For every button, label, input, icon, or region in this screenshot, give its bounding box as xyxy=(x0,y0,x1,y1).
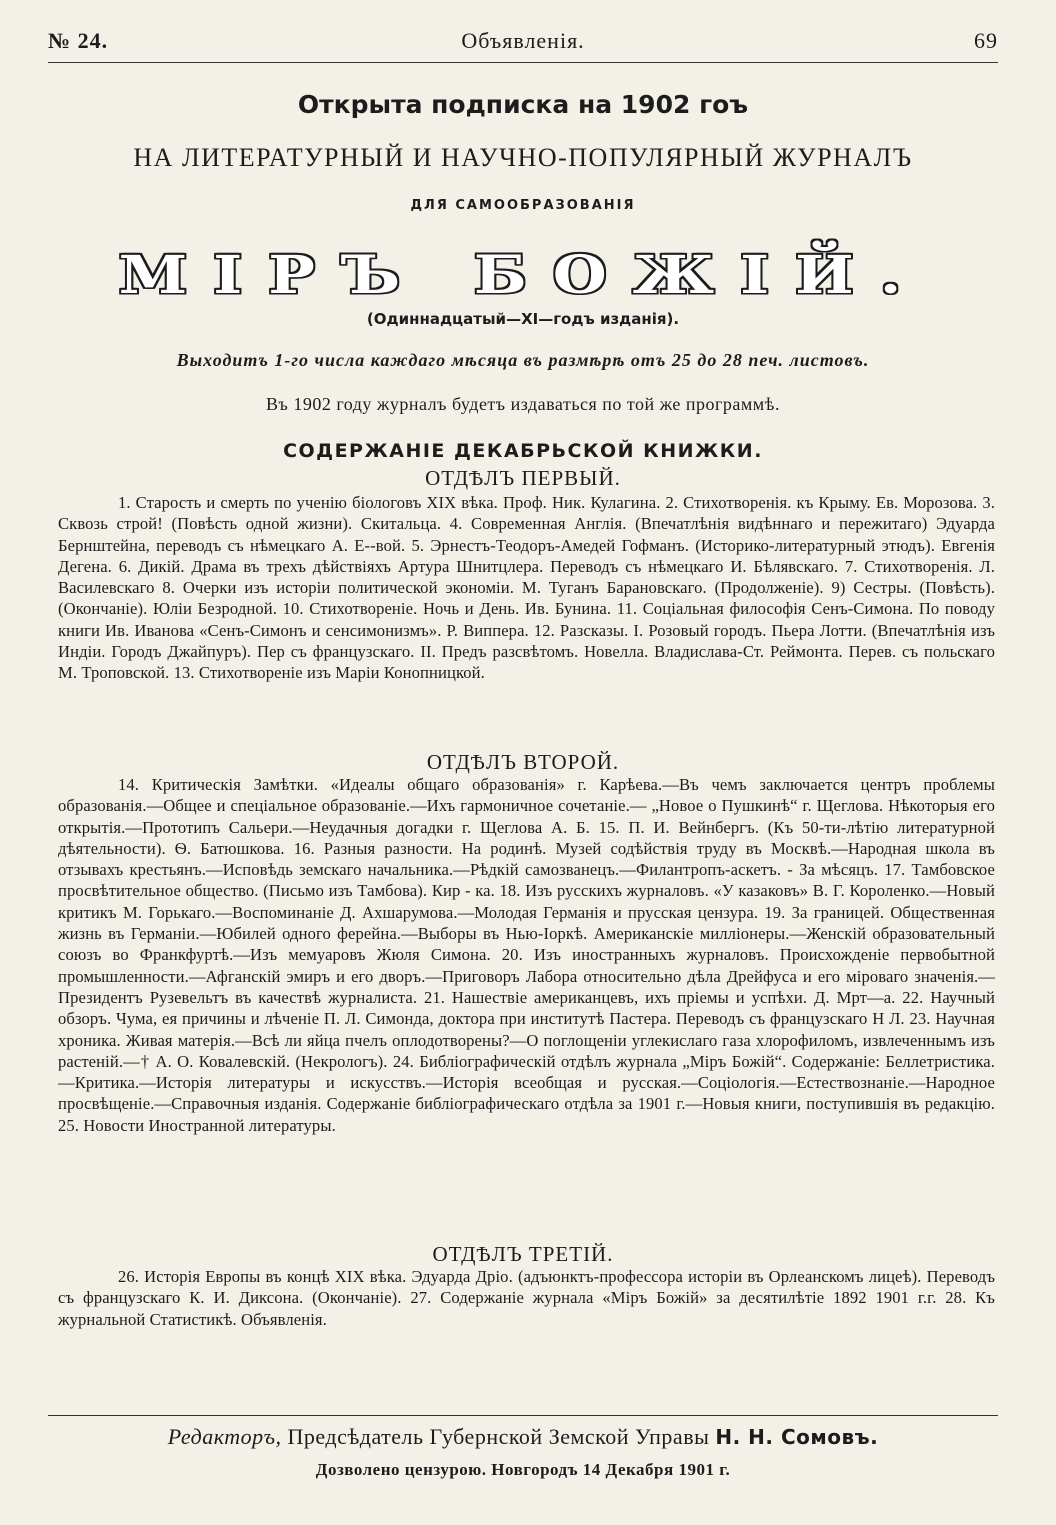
section-text-third: 26. Исторія Европы въ концѣ XIX вѣка. Эдуарда Дріо. (адъюнктъ-профессора исторіи въ Орлеанскомъ лицеѣ). Переводъ съ французскаго К. И. Диксона. (Окончаніе). 27. Содержаніе журнала «Міръ Божій» за десятилѣтіе 1892 1901 г.г. 28. Къ журнальной Статистикѣ. Объявленія. xyxy=(58,1267,995,1329)
section-text-second: 14. Критическія Замѣтки. «Идеалы общаго образованія» г. Карѣева.—Въ чемъ заключается центръ проблемы образованія.—Общее и спеціальное образованіе.—Ихъ гармоничное сочетаніе.— „Новое о Пушкинѣ“ г. Щеглова. Нѣкоторыя его открытія.—Прототипъ Сальери.—Неудачныя догадки г. Щеглова А. Б. 15. П. И. Вейнбергъ. (Къ 50-ти-лѣтію литературной дѣятельности). Ѳ. Батюшкова. 16. Разныя разности. На родинѣ. Музей содѣйствія труду въ Москвѣ.—Народная школа въ отзывахъ крестьянъ.—Исповѣдь земскаго начальника.—Рѣдкій самозванецъ.—Филантропъ-аскетъ. - За мѣсяцъ. 17. Тамбовское просвѣтительное общество. (Письмо изъ Тамбова). Кир - ка. 18. Изъ русскихъ журналовъ. «У казаковъ» В. Г. Короленко.—Новый критикъ М. Горькаго.—Воспоминаніе Д. Ахшарумова.—Молодая Германія и прусская цензура. 19. За границей. Общественная жизнь въ Германіи.—Юбилей одного ферейна.—Выборы въ Нью-Іоркѣ. Американскіе милліонеры.—Женскій образовательный союзъ во Франкфуртѣ.—Изъ мемуаровъ Жюля Симона. 20. Изъ иностранныхъ журналовъ. Происхожденіе первобытной промышленности.—Афганскій эмиръ и его дворъ.—Приговоръ Лабора относительно дѣла Дрейфуса и его міроваго значенія.—Президентъ Рузевельтъ въ качествѣ журналиста. 21. Нашествіе американцевъ, ихъ пріемы и успѣхи. Д. Мрт—а. 22. Научный обзоръ. Чума, ея причины и лѣченіе П. Л. Симонда, доктора при институтѣ Пастера. Переводъ съ французскаго Н Л. 23. Научная хроника. Живая матерія.—Всѣ ли яйца пчелъ оплодотворены?—О поглощеніи углекислаго газа хлорофиломъ, извлеченнымъ изъ растеній.—† А. О. Ковалевскій. (Некрологъ). 24. Библіографическій отдѣлъ журнала „Міръ Божій“. Содержаніе: Беллетристика.—Критика.—Исторія литературы и искусствъ.—Исторія всеобщая и русская.—Соціологія.—Естествознаніе.—Народное просвѣщеніе.—Справочныя изданія. Содержаніе библіографическаго отдѣла за 1901 г.—Новыя книги, поступившія въ редакцію. 25. Новости Иностранной литературы. xyxy=(58,775,995,1135)
editor-title: Предсѣдатель Губернской Земской Управы xyxy=(287,1424,710,1449)
journal-name: МІРЪ БОЖІЙ. xyxy=(118,243,928,306)
editor-line xyxy=(48,1424,998,1450)
section-name: Объявленія. xyxy=(461,28,585,53)
contents-title: СОДЕРЖАНІЕ ДЕКАБРЬСКОЙ КНИЖКИ. xyxy=(283,440,763,462)
editor-role: Редакторъ, xyxy=(167,1424,282,1449)
program-note: Въ 1902 году журналъ будетъ издаваться по той же программѣ. xyxy=(266,394,780,414)
footer-rule xyxy=(48,1415,998,1416)
section-text-first: 1. Старость и смерть по ученію біологовъ XIX вѣка. Проф. Ник. Кулагина. 2. Стихотворенія. къ Крыму. Ев. Морозова. 3. Сквозь строй! (Повѣсть одной жизни). Скитальца. 4. Современная Англія. (Впечатлѣнія видѣннаго и пережитаго) Эдуарда Бернштейна, переводъ съ нѣмецкаго А. Е--вой. 5. Эрнестъ-Теодоръ-Амедей Гофманъ. (Историко-литературный этюдъ). Евгенія Дегена. 6. Дикій. Драма въ трехъ дѣйствіяхъ Артура Шнитцлера. Переводъ съ нѣмецкаго И. Бѣлявскаго. 7. Стихотворенія. Л. Василевскаго 8. Очерки изъ исторіи политической экономіи. М. Туганъ Барановскаго. (Продолженіе). 9) Сестры. (Повѣсть). (Окончаніе). Юліи Безродной. 10. Стихотвореніе. Ночь и День. Ив. Бунина. 11. Соціальная философія Сенъ-Симона. По поводу книги Ив. Иванова «Сенъ-Симонъ и сенсимонизмъ». Р. Виппера. 12. Разсказы. I. Розовый городъ. Пьера Лотти. (Впечатлѣнія изъ Индіи. Городъ Джайпуръ). Пер съ французскаго. II. Предъ разсвѣтомъ. Новелла. Владислава-Ст. Реймонта. Перев. съ польскаго М. Троповской. 13. Стихотвореніе изъ Маріи Конопницкой. xyxy=(58,493,995,683)
censorship-note: Дозволено цензурою. Новгородъ 14 Декабря 1901 г. xyxy=(315,1460,731,1479)
section-title-first: ОТДѢЛЪ ПЕРВЫЙ. xyxy=(425,466,621,490)
editor-name: Н. Н. Сомовъ. xyxy=(715,1425,879,1449)
journal-purpose: ДЛЯ САМООБРАЗОВАНІЯ xyxy=(410,198,636,213)
issue-number: № 24. xyxy=(48,28,109,53)
journal-masthead xyxy=(48,243,998,305)
header-rule xyxy=(48,62,998,63)
section-title-third: ОТДѢЛЪ ТРЕТІЙ. xyxy=(432,1242,614,1266)
section-title-second: ОТДѢЛЪ ВТОРОЙ. xyxy=(426,750,620,774)
page-number: 69 xyxy=(974,28,998,53)
year-of-publication: (Одиннадцатый—XI—годъ изданія). xyxy=(366,310,680,328)
journal-type: НА ЛИТЕРАТУРНЫЙ И НАУЧНО-ПОПУЛЯРНЫЙ ЖУРНАЛЪ xyxy=(133,143,913,172)
publication-schedule: Выходитъ 1-го числа каждаго мѣсяца въ размѣрѣ отъ 25 до 28 печ. листовъ. xyxy=(176,350,870,370)
subscription-title: Открыта подписка на 1902 гоъ xyxy=(297,90,749,119)
page-header xyxy=(48,28,998,58)
